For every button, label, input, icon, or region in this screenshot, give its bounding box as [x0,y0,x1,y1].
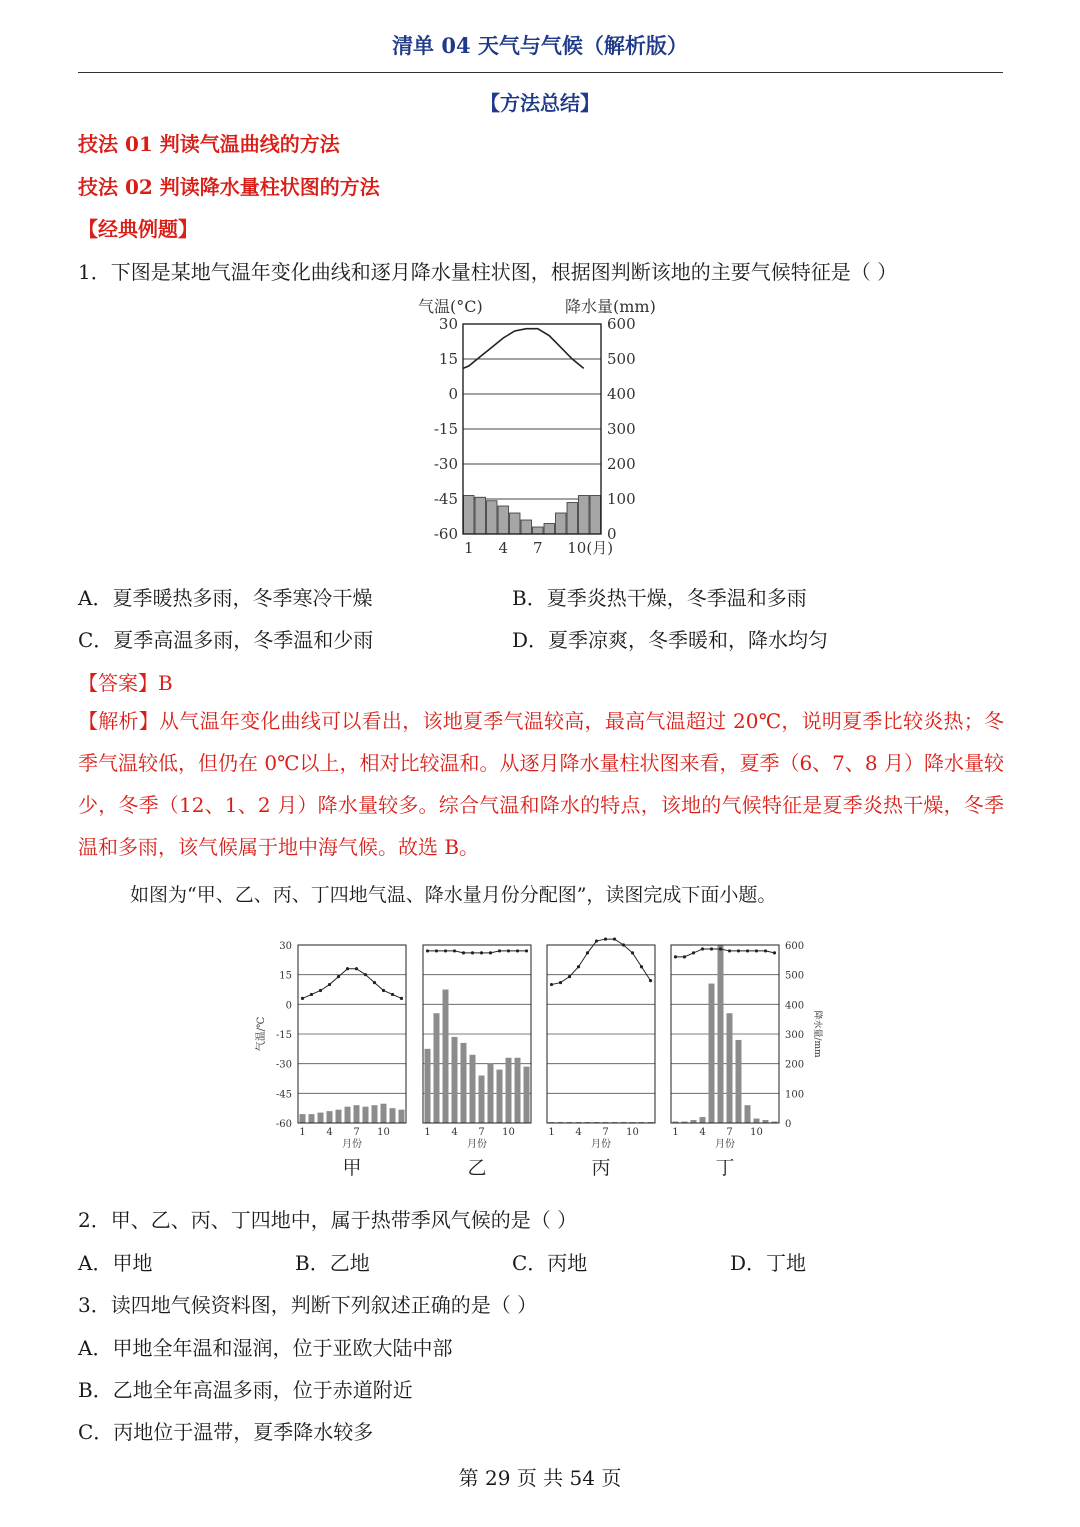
panel-x-tick: 7 [602,1127,609,1138]
panel-temperature-point [525,949,528,952]
panel-precip-bar [336,1110,342,1123]
panel-temperature-point [453,949,456,952]
chart1-precip-tick: 300 [607,420,636,438]
panel-temperature-point [400,997,403,1000]
chart1-left-axis-label: 气温(°C) [418,297,483,316]
panel-temperature-point [577,965,580,968]
panel-temperature-point [773,951,776,954]
chart1-x-tick: 7 [532,539,543,557]
panel-precip-bar [524,1067,530,1123]
panel-temperature-point [444,949,447,952]
panel-precip-bar [727,1013,733,1123]
chart1-precip-bar [544,524,555,535]
panel-precip-bar [736,1040,742,1123]
panel-precip-tick: 500 [785,970,805,982]
panel-temperature-point [550,983,553,986]
panel-temperature-point [649,979,652,982]
panel-precip-bar [452,1037,458,1123]
panel-precip-bar [470,1055,476,1123]
chart1-precip-bar [533,527,544,534]
panel-temperature-point [604,937,607,940]
q1-stem: 1．下图是某地气温年变化曲线和逐月降水量柱状图，根据图判断该地的主要气候特征是（ ） [78,260,898,284]
q3-option-a: A．甲地全年温和湿润，位于亚欧大陆中部 [78,1336,453,1360]
panel-temp-tick: -15 [275,1030,292,1041]
panel-precip-bar [381,1104,387,1123]
panel-x-label: 月份 [591,1139,611,1150]
panel-x-tick: 1 [424,1127,431,1138]
q1-answer: 【答案】B [78,671,173,695]
panel-temperature-point [710,947,713,950]
panel-temperature-point [328,983,331,986]
panel-x-tick: 4 [575,1127,582,1138]
panel-precip-bar [318,1113,324,1123]
header-divider [78,72,1003,73]
panel-temperature-point [426,949,429,952]
panel-name: 丁 [715,1157,735,1179]
panel-left-axis-label: 气温/℃ [256,1016,267,1052]
panel-x-tick: 7 [478,1127,485,1138]
panel-precip-bar [390,1108,396,1123]
panel-precip-tick: 200 [785,1059,805,1071]
chart1-temp-tick: 0 [448,385,458,403]
panel-precip-bar [488,1064,494,1123]
panel-temperature-point [728,949,731,952]
chart1-right-axis-label: 降水量(mm) [565,297,656,316]
panel-x-tick: 1 [299,1127,306,1138]
panel-x-tick: 4 [326,1127,333,1138]
chart1-precip-bar [475,497,486,534]
panel-precip-bar [309,1114,315,1123]
chart1-precip-tick: 0 [607,525,617,543]
chart1-x-tick: 10(月) [567,539,614,557]
panel-temperature-point [764,949,767,952]
panel-temperature-point [471,951,474,954]
panel-temperature-point [701,947,704,950]
panel-precip-tick: 400 [785,1000,805,1012]
panel-precip-bar [372,1105,378,1123]
panel-temperature-point [382,989,385,992]
chart1-precip-bar [464,496,475,535]
panel-temperature-point [692,951,695,954]
panel-temperature-curve [676,949,775,957]
method-2: 技法 02 判读降水量柱状图的方法 [78,175,380,199]
panel-precip-bar [363,1107,369,1123]
panel-x-tick: 1 [548,1127,555,1138]
panel-precip-tick: 600 [785,941,805,952]
panel-temp-tick: -45 [275,1089,292,1101]
panel-temperature-point [755,949,758,952]
panel-x-tick: 1 [672,1127,679,1138]
q2-option-d: D．丁地 [730,1251,807,1275]
panel-x-tick: 4 [451,1127,458,1138]
panel-temperature-point [674,955,677,958]
panel-temp-tick: 30 [279,941,292,952]
panel-precip-tick: 0 [785,1119,792,1130]
panel-name: 丙 [591,1157,611,1179]
panel-x-label: 月份 [715,1139,735,1150]
panel-temperature-curve [552,939,651,984]
panel-temperature-point [568,975,571,978]
panel-x-label: 月份 [467,1139,487,1150]
q2-option-c: C．丙地 [512,1251,588,1275]
q3-stem: 3．读四地气候资料图，判断下列叙述正确的是（ ） [78,1293,538,1317]
chart1-temp-tick: -60 [433,525,458,543]
section-title: 【方法总结】 [480,91,600,115]
panel-precip-bar [497,1070,503,1123]
chart1-temp-tick: -45 [433,490,458,508]
panel-temp-tick: -60 [275,1119,292,1130]
panel-temperature-point [364,973,367,976]
q1-option-a: A．夏季暖热多雨，冬季寒冷干燥 [78,586,373,610]
panel-temp-tick: 15 [279,970,292,982]
panel-right-axis-label: 降水量/mm [812,1010,822,1058]
panel-x-tick: 10 [502,1127,515,1138]
chart1-precip-bar [556,513,567,534]
q3-option-b: B．乙地全年高温多雨，位于赤道附近 [78,1378,413,1402]
panel-x-tick: 7 [353,1127,360,1138]
panel-precip-bar [700,1117,706,1123]
q2-option-a: A．甲地 [78,1251,153,1275]
panel-temp-tick: 0 [285,1000,292,1012]
panel-x-tick: 10 [750,1127,763,1138]
panel-precip-bar [300,1114,306,1123]
panel-name: 甲 [342,1157,362,1179]
q2-option-b: B．乙地 [295,1251,370,1275]
chart1-temp-tick: 30 [438,315,458,333]
panel-precip-bar [345,1107,351,1123]
panel-precip-bar [434,1013,440,1123]
chart1-temp-tick: -15 [433,420,458,438]
q1-option-c: C．夏季高温多雨，冬季温和少雨 [78,628,374,652]
climate-chart-1 [400,292,670,574]
chart1-precip-tick: 600 [607,315,636,333]
panel-temperature-curve [303,969,402,999]
panel-precip-bar [461,1043,467,1123]
panel-precip-bar [425,1049,431,1123]
panel-temperature-point [683,955,686,958]
panel-temperature-point [391,993,394,996]
panel-temperature-point [480,951,483,954]
panel-temperature-point [595,939,598,942]
panel-precip-bar [354,1105,360,1123]
panel-precip-bar [754,1119,760,1123]
page-header: 清单 04 天气与气候（解析版） [392,33,688,58]
panel-precip-tick: 100 [785,1089,805,1101]
panel-temperature-point [516,949,519,952]
panel-temperature-point [586,951,589,954]
panel-temperature-point [435,949,438,952]
panel-temperature-point [613,937,616,940]
panel-temperature-point [498,949,501,952]
panel-precip-bar [718,945,724,1123]
panel-temperature-point [559,981,562,984]
chart1-temp-tick: -30 [433,455,458,473]
q2-intro: 如图为“甲、乙、丙、丁四地气温、降水量月份分配图”，读图完成下面小题。 [130,884,777,906]
chart1-precip-tick: 500 [607,350,636,368]
chart1-precip-bar [521,520,532,534]
panel-temperature-point [355,967,358,970]
chart1-precip-bar [579,496,590,535]
panel-x-tick: 10 [626,1127,639,1138]
chart1-precip-tick: 400 [607,385,636,403]
panel-temperature-point [337,975,340,978]
panel-temperature-point [489,951,492,954]
panel-precip-bar [709,984,715,1123]
panel-precip-bar [745,1105,751,1123]
panel-temperature-point [462,951,465,954]
panel-temperature-point [640,965,643,968]
q1-option-b: B．夏季炎热干燥，冬季温和多雨 [512,586,807,610]
panel-precip-bar [443,990,449,1124]
panel-temp-tick: -30 [275,1059,292,1071]
panel-temperature-point [507,949,510,952]
chart1-precip-tick: 200 [607,455,636,473]
panel-precip-bar [327,1111,333,1123]
panel-precip-bar [479,1076,485,1123]
chart1-precip-bar [510,513,521,534]
chart1-precip-bar [487,501,498,534]
panel-x-tick: 4 [699,1127,706,1138]
chart1-x-tick: 4 [498,539,509,557]
chart1-precip-bar [567,503,578,535]
chart1-temperature-curve [463,329,584,369]
q1-analysis: 【解析】从气温年变化曲线可以看出，该地夏季气温较高，最高气温超过 20℃，说明夏季比较炎热；冬季气温较低，但仍在 0℃以上，相对比较温和。从逐月降水量柱状图来看，夏季（6、7、8 月）降水量较少，冬季（12、1、2 月）降水量较多。综合气温和降水的特点，该地的气候特征是夏季炎热干燥，冬季温和多雨，该气候属于地中海气候。故选 B。 [78,709,1004,859]
q3-option-c: C．丙地位于温带，夏季降水较多 [78,1420,374,1444]
chart1-precip-tick: 100 [607,490,636,508]
panel-precip-bar [515,1058,521,1123]
panel-temperature-point [310,993,313,996]
chart1-x-tick: 1 [463,539,474,557]
panel-temperature-point [746,949,749,952]
panel-temperature-point [631,951,634,954]
panel-temperature-point [373,981,376,984]
panel-temperature-curve [428,951,527,953]
chart1-temp-tick: 15 [438,350,458,368]
chart1-precip-bar [590,496,601,535]
panel-precip-bar [506,1058,512,1123]
method-1: 技法 01 判读气温曲线的方法 [78,132,340,156]
page-footer: 第 29 页 共 54 页 [458,1466,622,1490]
panel-temperature-point [737,949,740,952]
panel-x-tick: 7 [726,1127,733,1138]
panel-temperature-point [719,947,722,950]
panel-temperature-point [319,989,322,992]
panel-precip-tick: 300 [785,1030,805,1041]
climate-panels-chart [250,930,830,1185]
q2-stem: 2．甲、乙、丙、丁四地中，属于热带季风气候的是（ ） [78,1208,578,1232]
panel-precip-bar [399,1110,405,1123]
q1-option-d: D．夏季凉爽，冬季暖和，降水均匀 [512,628,829,652]
panel-temperature-point [346,967,349,970]
panel-x-tick: 10 [377,1127,390,1138]
panel-x-label: 月份 [342,1139,362,1150]
panel-name: 乙 [467,1157,487,1179]
panel-temperature-point [301,997,304,1000]
chart1-precip-bar [498,506,509,534]
examples-title: 【经典例题】 [78,217,198,241]
